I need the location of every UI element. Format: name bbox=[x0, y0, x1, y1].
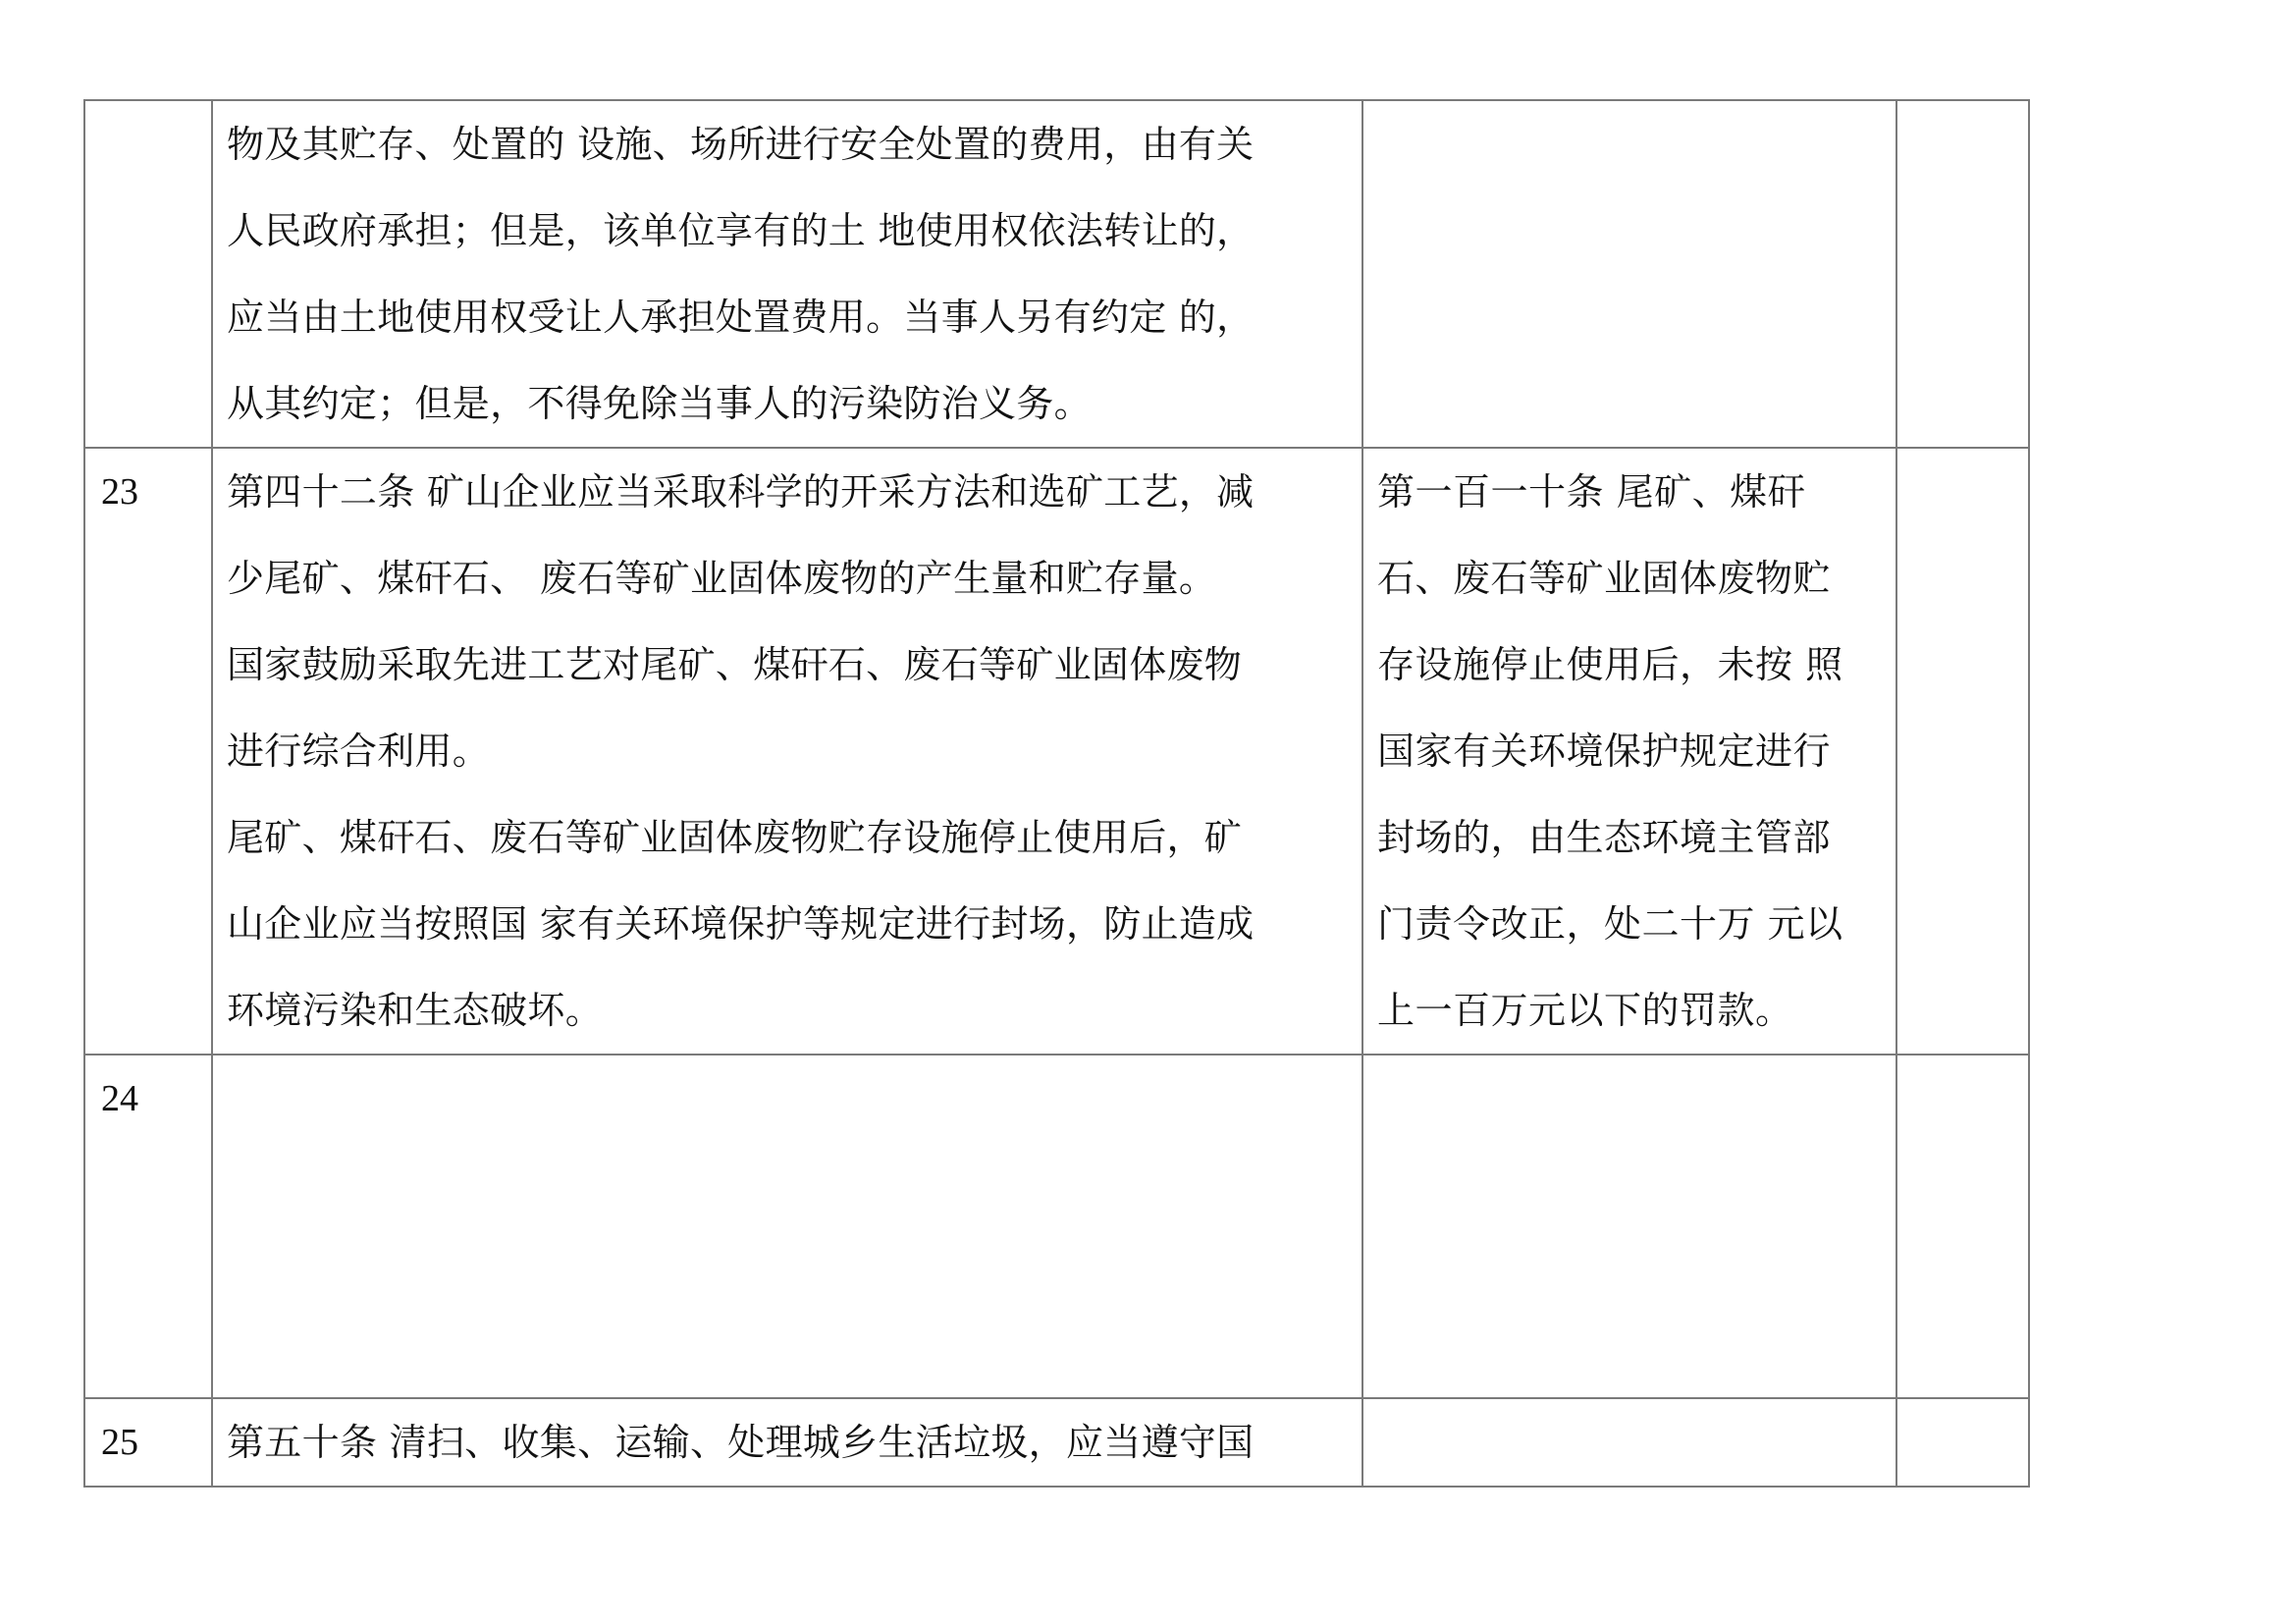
note-cell bbox=[1896, 100, 2029, 448]
row-number bbox=[84, 100, 212, 448]
table-row bbox=[84, 1398, 2029, 1487]
note-cell bbox=[1896, 1398, 2029, 1487]
table-row bbox=[84, 1055, 2029, 1398]
provision-cell bbox=[212, 1055, 1362, 1398]
penalty-line: 上一百万元以下的罚款。 bbox=[1377, 989, 1793, 1032]
provision-line: 从其约定；但是，不得免除当事人的污染防治义务。 bbox=[227, 382, 1092, 425]
provision-line: 国家鼓励采取先进工艺对尾矿、煤矸石、废石等矿业固体废物 bbox=[227, 643, 1243, 686]
provision-line: 进行综合利用。 bbox=[227, 730, 491, 773]
table-row bbox=[84, 100, 2029, 448]
row-number: 25 bbox=[84, 1398, 212, 1487]
provision-line: 人民政府承担；但是，该单位享有的土 地使用权依法转让的， bbox=[227, 209, 1255, 252]
note-cell bbox=[1896, 1055, 2029, 1398]
penalty-cell bbox=[1362, 1055, 1896, 1398]
penalty-line: 门责令改正，处二十万 元以 bbox=[1377, 902, 1843, 946]
provision-line: 少尾矿、煤矸石、 废石等矿业固体废物的产生量和贮存量。 bbox=[227, 557, 1217, 600]
penalty-cell bbox=[1362, 448, 1896, 1055]
regulation-comparison-table bbox=[83, 99, 2030, 1488]
penalty-line: 封场的，由生态环境主管部 bbox=[1377, 816, 1832, 859]
penalty-line: 存设施停止使用后，未按 照 bbox=[1377, 643, 1843, 686]
table-row bbox=[84, 448, 2029, 1055]
provision-line: 物及其贮存、处置的 设施、场所进行安全处置的费用，由有关 bbox=[227, 123, 1255, 166]
penalty-line: 第一百一十条 尾矿、煤矸 bbox=[1377, 470, 1806, 514]
provision-cell bbox=[212, 100, 1362, 448]
row-number: 24 bbox=[84, 1055, 212, 1398]
provision-line: 应当由土地使用权受让人承担处置费用。当事人另有约定 的， bbox=[227, 296, 1255, 339]
penalty-cell bbox=[1362, 100, 1896, 448]
note-cell bbox=[1896, 448, 2029, 1055]
penalty-line: 石、废石等矿业固体废物贮 bbox=[1377, 557, 1832, 600]
provision-line: 山企业应当按照国 家有关环境保护等规定进行封场，防止造成 bbox=[227, 902, 1255, 946]
penalty-cell bbox=[1362, 1398, 1896, 1487]
provision-line: 第四十二条 矿山企业应当采取科学的开采方法和选矿工艺，减 bbox=[227, 470, 1255, 514]
provision-cell bbox=[212, 448, 1362, 1055]
provision-line: 环境污染和生态破坏。 bbox=[227, 989, 604, 1032]
provision-line: 第五十条 清扫、收集、运输、处理城乡生活垃圾，应当遵守国 bbox=[227, 1421, 1255, 1464]
provision-line: 尾矿、煤矸石、废石等矿业固体废物贮存设施停止使用后，矿 bbox=[227, 816, 1243, 859]
penalty-line: 国家有关环境保护规定进行 bbox=[1377, 730, 1832, 773]
row-number: 23 bbox=[84, 448, 212, 1055]
provision-cell bbox=[212, 1398, 1362, 1487]
